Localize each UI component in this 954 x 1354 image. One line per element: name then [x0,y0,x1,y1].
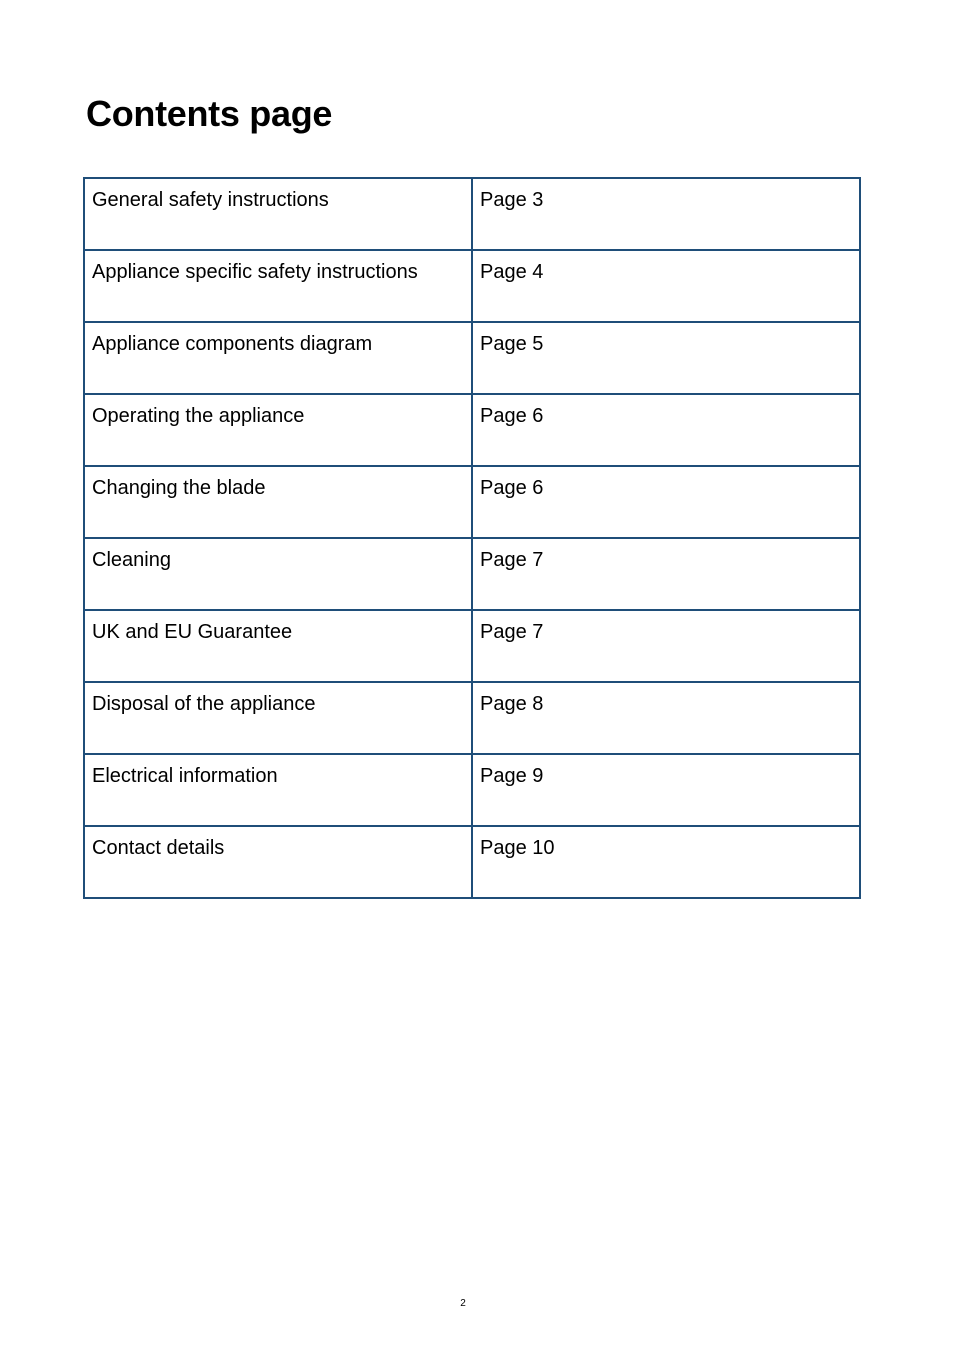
table-row [84,826,860,898]
table-row [84,682,860,754]
page-title: Contents page [86,93,333,134]
table-row [84,250,860,322]
section-page-ref: Page 6 [472,466,860,538]
table-row [84,178,860,250]
table-row [84,754,860,826]
table-row [84,394,860,466]
contents-table [83,177,861,899]
section-title: Appliance components diagram [84,322,472,394]
section-title: Operating the appliance [84,394,472,466]
table-row [84,466,860,538]
section-title: Contact details [84,826,472,898]
section-title: Changing the blade [84,466,472,538]
section-title: Disposal of the appliance [84,682,472,754]
table-row [84,610,860,682]
section-page-ref: Page 4 [472,250,860,322]
section-page-ref: Page 9 [472,754,860,826]
section-page-ref: Page 8 [472,682,860,754]
section-title: Appliance specific safety instructions [84,250,472,322]
section-title: Electrical information [84,754,472,826]
section-page-ref: Page 6 [472,394,860,466]
section-page-ref: Page 7 [472,610,860,682]
section-title: UK and EU Guarantee [84,610,472,682]
section-page-ref: Page 3 [472,178,860,250]
section-title: Cleaning [84,538,472,610]
table-row [84,322,860,394]
page-number: 2 [460,1298,466,1309]
section-page-ref: Page 5 [472,322,860,394]
section-title: General safety instructions [84,178,472,250]
table-row [84,538,860,610]
section-page-ref: Page 10 [472,826,860,898]
section-page-ref: Page 7 [472,538,860,610]
